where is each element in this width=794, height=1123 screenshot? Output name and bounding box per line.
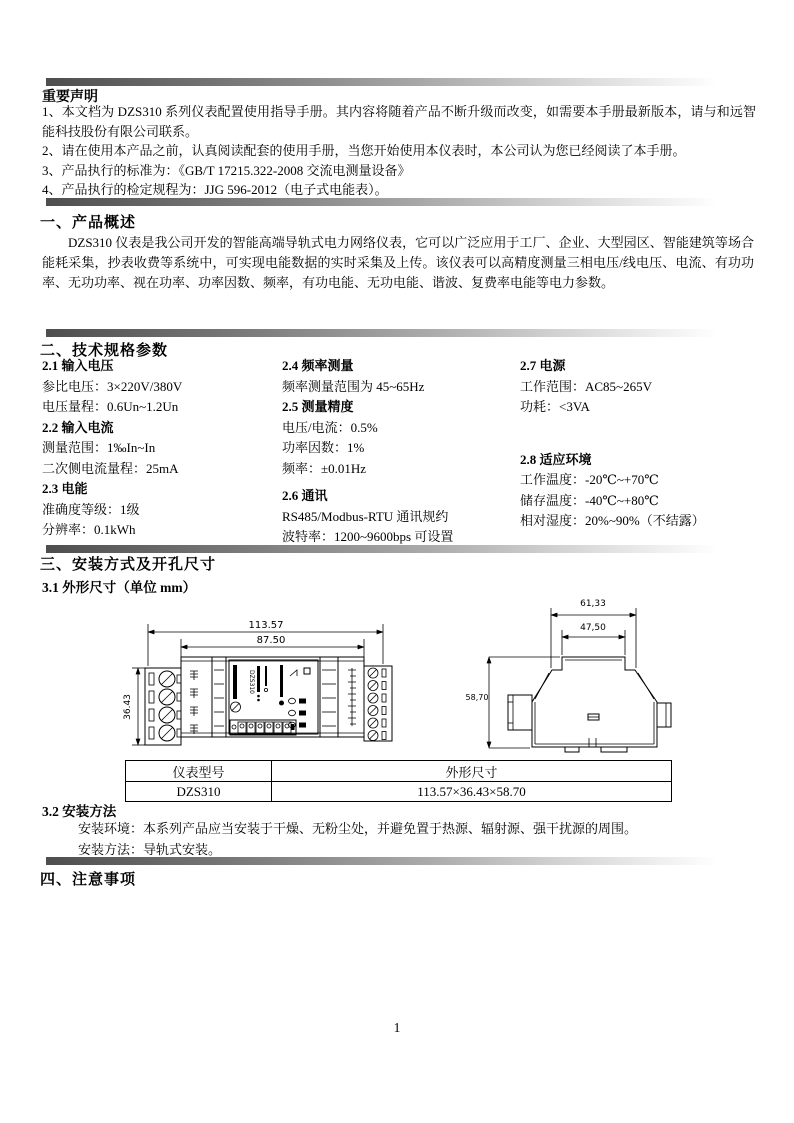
spec-line: 工作温度：-20℃~+70℃ — [520, 472, 659, 487]
right-terminal-block — [364, 666, 392, 741]
section-divider — [46, 329, 746, 337]
front-height-dim-label: 36.43 — [123, 694, 133, 720]
section3-sub1-title: 3.1 外形尺寸（单位 mm） — [42, 580, 197, 595]
spec-heading: 2.1 输入电压 — [42, 358, 114, 373]
spec-line: 测量范围：1‰In~In — [42, 440, 156, 455]
section4-title: 四、注意事项 — [40, 872, 137, 888]
table-cell-size: 113.57×36.43×58.70 — [272, 782, 672, 802]
spec-columns — [42, 356, 756, 548]
din-clip-right — [657, 703, 671, 727]
notice-list — [42, 102, 756, 200]
install-method-line: 安装环境：本系列产品应当安装于干燥、无粉尘处，并避免置于热源、辐射源、强干扰源的周围。 — [78, 821, 638, 836]
section1-title: 一、产品概述 — [40, 215, 137, 231]
side-height-dim-label: 58,70 — [465, 693, 489, 702]
spec-line: 储存温度：-40℃~+80℃ — [520, 492, 659, 508]
front-inner-width-dim-label: 87.50 — [256, 635, 286, 646]
dimensions-table — [125, 760, 672, 802]
spec-line: 电压/电流：0.5% — [282, 419, 378, 435]
spec-heading: 2.3 电能 — [42, 481, 88, 496]
comm-terminal-strip — [230, 720, 296, 735]
spec-line: 频率测量范围为 45~65Hz — [282, 378, 425, 394]
din-clip-left — [508, 695, 532, 730]
spec-column-1 — [42, 356, 282, 548]
table-cell-model: DZS310 — [126, 782, 272, 802]
terminal-symbols — [190, 671, 198, 734]
table-row — [126, 782, 672, 802]
spec-line: 准确度等级：1级 — [42, 501, 140, 517]
notice-item: 2、请在使用本产品之前，认真阅读配套的使用手册，当您开始使用本仪表时，本公司认为您已经阅读了本手册。 — [42, 143, 686, 158]
panel-model-label: DZS310 — [248, 670, 255, 694]
spec-line: 功率因数：1% — [282, 440, 365, 455]
terminal-label-marks — [348, 668, 356, 726]
spec-line: 波特率：1200~9600bps 可设置 — [282, 529, 454, 544]
spec-heading: 2.7 电源 — [520, 358, 566, 373]
spec-line: 电压量程：0.6Un~1.2Un — [42, 399, 179, 414]
table-header-size: 外形尺寸 — [272, 761, 672, 782]
side-view-drawing — [465, 590, 715, 762]
notice-item: 3、产品执行的标准为：《GB/T 17215.322-2008 交流电测量设备》 — [42, 162, 411, 178]
section1-body: DZS310 仪表是我公司开发的智能高端导轨式电力网络仪表，它可以广泛应用于工厂、企业、大型园区、智能建筑等场合能耗采集，抄表收费等系统中，可实现电能数据的实时采集及上传。该仪表可以高精度测量三相电压/线电压、电流、有功功率、无功功率、视在功率、功率因数、频率，有功电能、无功电能、谐波、复费率电能等电力参数。 — [42, 235, 754, 290]
front-width-dim-label: 113.57 — [248, 620, 284, 631]
section2-title: 二、技术规格参数 — [40, 343, 169, 359]
side-width-dim-label: 61,33 — [580, 599, 606, 609]
notice-item: 1、本文档为 DZS310 系列仪表配置使用指导手册。其内容将随着产品不断升级而改变，如需要本手册最新版本，请与和远智能科技股份有限公司联系。 — [42, 104, 756, 139]
section3-sub2-title: 3.2 安装方法 — [42, 804, 117, 819]
spec-heading: 2.4 频率测量 — [282, 358, 354, 373]
spec-line: 相对湿度：20%~90%（不结露） — [520, 513, 705, 528]
front-view-drawing — [120, 612, 400, 760]
spec-line: 频率：±0.01Hz — [282, 460, 367, 476]
spec-heading: 2.2 输入电流 — [42, 419, 114, 435]
spec-column-2 — [282, 356, 520, 548]
spec-line: 工作范围：AC85~265V — [520, 378, 652, 394]
spec-column-3 — [520, 356, 756, 548]
spec-heading: 2.5 测量精度 — [282, 399, 354, 414]
side-inner-width-dim-label: 47,50 — [580, 623, 606, 633]
spec-heading: 2.8 适应环境 — [520, 451, 592, 467]
spec-line: 分辨率：0.1kWh — [42, 522, 136, 537]
spec-heading: 2.6 通讯 — [282, 488, 328, 503]
table-header-row — [126, 761, 672, 782]
notice-item: 4、产品执行的检定规程为：JJG 596-2012（电子式电能表）。 — [42, 182, 388, 197]
install-method — [78, 818, 758, 860]
spec-line: 功耗：<3VA — [520, 399, 590, 414]
section3-title: 三、安装方式及开孔尺寸 — [40, 557, 217, 573]
spec-line: RS485/Modbus-RTU 通讯规约 — [282, 508, 449, 524]
install-method-line: 安装方法：导轨式安装。 — [78, 842, 222, 857]
notice-title: 重要声明 — [42, 90, 98, 105]
left-terminal-block — [145, 668, 181, 745]
spec-line: 二次侧电流量程：25mA — [42, 460, 179, 476]
section-divider — [46, 78, 746, 86]
table-header-model: 仪表型号 — [126, 761, 272, 782]
spec-line: 参比电压：3×220V/380V — [42, 378, 183, 394]
page-number: 1 — [393, 1020, 401, 1035]
